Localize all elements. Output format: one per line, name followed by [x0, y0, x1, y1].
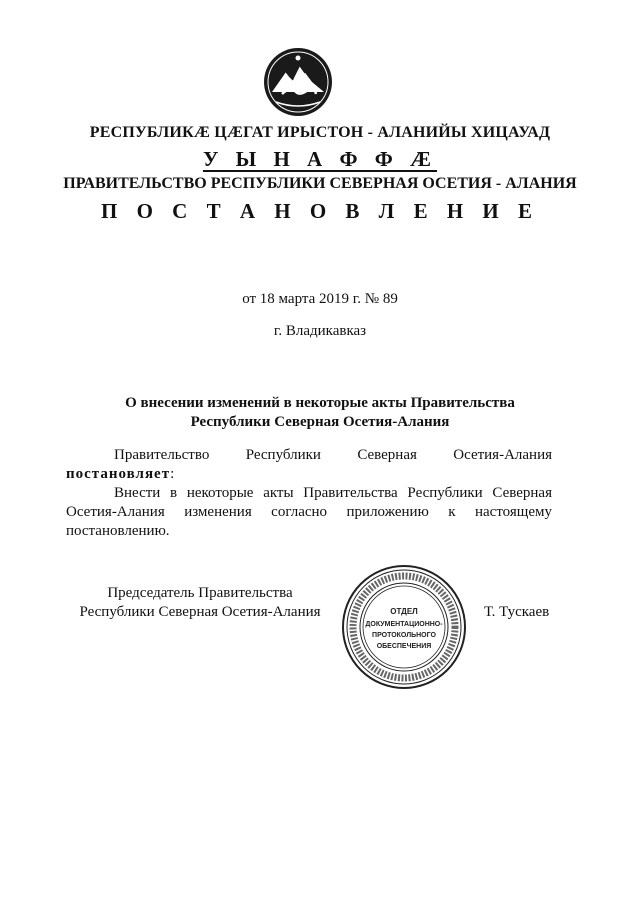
signatory-name: Т. Тускаев [484, 604, 550, 620]
subject-line-1: О внесении изменений в некоторые акты Правительства [125, 395, 515, 411]
operative-line-3: постановлению. [66, 523, 170, 539]
coat-of-arms-emblem [262, 46, 334, 118]
stamp-line-4: ОБЕСПЕЧЕНИЯ [376, 643, 432, 650]
preamble-line-2 [66, 465, 552, 484]
signatory-title-line-1: Председатель Правительства [107, 585, 293, 601]
document-subject [0, 394, 640, 432]
ossetian-document-type-text: У Ы Н А Ф Ф Æ [202, 147, 438, 171]
date-and-number: от 18 марта 2019 г. № 89 [242, 291, 398, 307]
ossetian-government-heading: РЕСПУБЛИКÆ ЦÆГАТ ИРЫСТОН - АЛАНИЙЫ ХИЦАУАД [89, 124, 551, 141]
preamble-word: Правительство [114, 447, 210, 463]
operative-line-1: Внести в некоторые акты Правительства Республики Северная [114, 485, 552, 501]
resolve-colon: : [170, 466, 175, 482]
signatory-title [66, 584, 334, 622]
stamp-line-1: ОТДЕЛ [390, 607, 418, 616]
operative-line-2: Осетия-Алания изменения согласно приложению к настоящему [66, 504, 552, 520]
stamp-line-2: ДОКУМЕНТАЦИОННО- [365, 621, 443, 628]
preamble-word: Северная [357, 447, 417, 463]
signatory-title-line-2: Республики Северная Осетия-Алания [79, 604, 321, 620]
stamp-line-3: ПРОТОКОЛЬНОГО [372, 632, 436, 639]
preamble-line-1 [66, 446, 552, 465]
preamble-paragraph [66, 446, 552, 484]
operative-paragraph [66, 484, 552, 541]
document-type-title: П О С Т А Н О В Л Е Н И Е [100, 199, 539, 223]
preamble-word: Осетия-Алания [453, 447, 553, 463]
resolve-keyword: постановляет [66, 466, 171, 482]
issue-city: г. Владикавказ [273, 323, 367, 339]
ossetian-document-type [0, 147, 640, 172]
russian-government-heading: ПРАВИТЕЛЬСТВО РЕСПУБЛИКИ СЕВЕРНАЯ ОСЕТИЯ - АЛАНИЯ [63, 175, 577, 192]
preamble-word: Республики [245, 447, 321, 463]
subject-line-2: Республики Северная Осетия-Алания [190, 414, 450, 430]
official-round-stamp [340, 563, 468, 691]
